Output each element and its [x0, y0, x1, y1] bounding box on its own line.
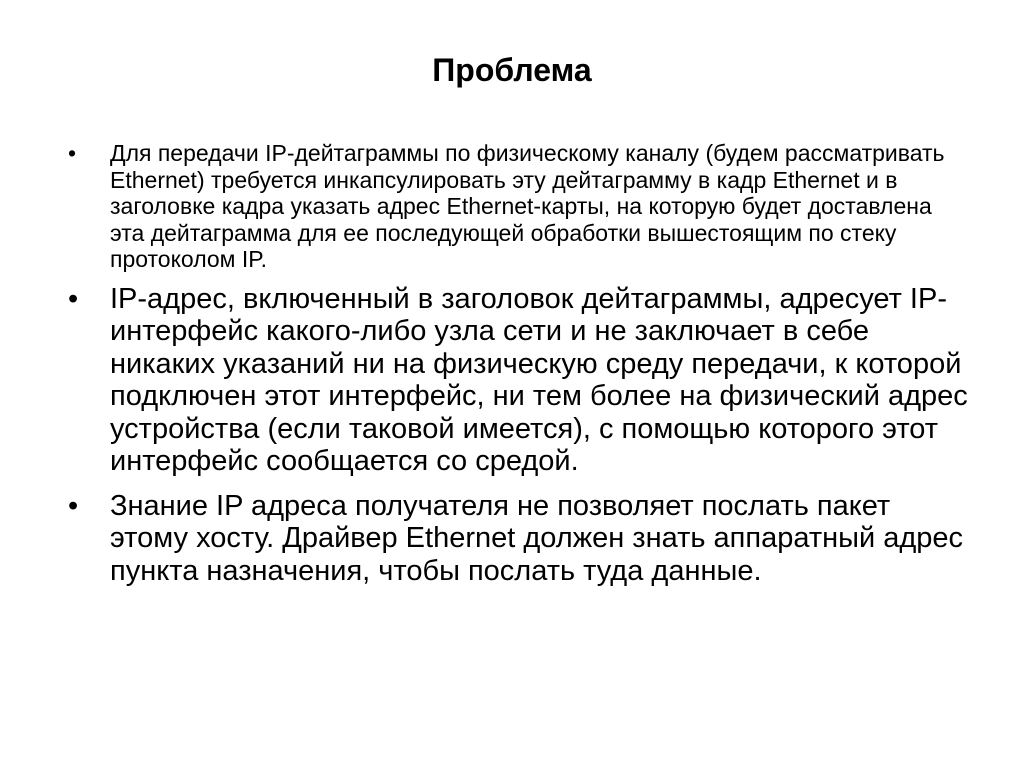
bullet-item-ip-address	[68, 283, 968, 478]
bullet-list	[68, 140, 968, 599]
bullet-item-encapsulation	[68, 140, 968, 273]
bullet-item-hardware-address	[68, 490, 968, 588]
bullet-text: Знание IP адреса получателя не позволяет послать пакет этому хосту. Драйвер Ethernet должен знать аппаратный адрес пункта назначения, чтобы послать туда данные.	[110, 489, 964, 587]
bullet-text: IP-адрес, включенный в заголовок дейтаграммы, адресует IP-интерфейс какого-либо узла сети и не заключает в себе никаких указаний ни на физическую среду передачи, к которой подключен этот интерфейс, ни тем более на физический адрес устройства (если таковой имеется), с помощью которого этот интерфейс сообщается со средой.	[110, 282, 968, 477]
bullet-marker: •	[68, 282, 79, 315]
bullet-marker: •	[68, 489, 79, 522]
bullet-marker: •	[68, 140, 77, 166]
slide-title: Проблема	[432, 52, 592, 88]
bullet-text: Для передачи IP-дейтаграммы по физическому каналу (будем рассматривать Ethernet) требуется инкапсулировать эту дейтаграмму в кадр Ethernet и в заголовке кадра указать адрес Ethernet-карты, на которую будет доставлена эта дейтаграмма для ее последующей обработки вышестоящим по стеку протоколом IP.	[110, 140, 945, 272]
